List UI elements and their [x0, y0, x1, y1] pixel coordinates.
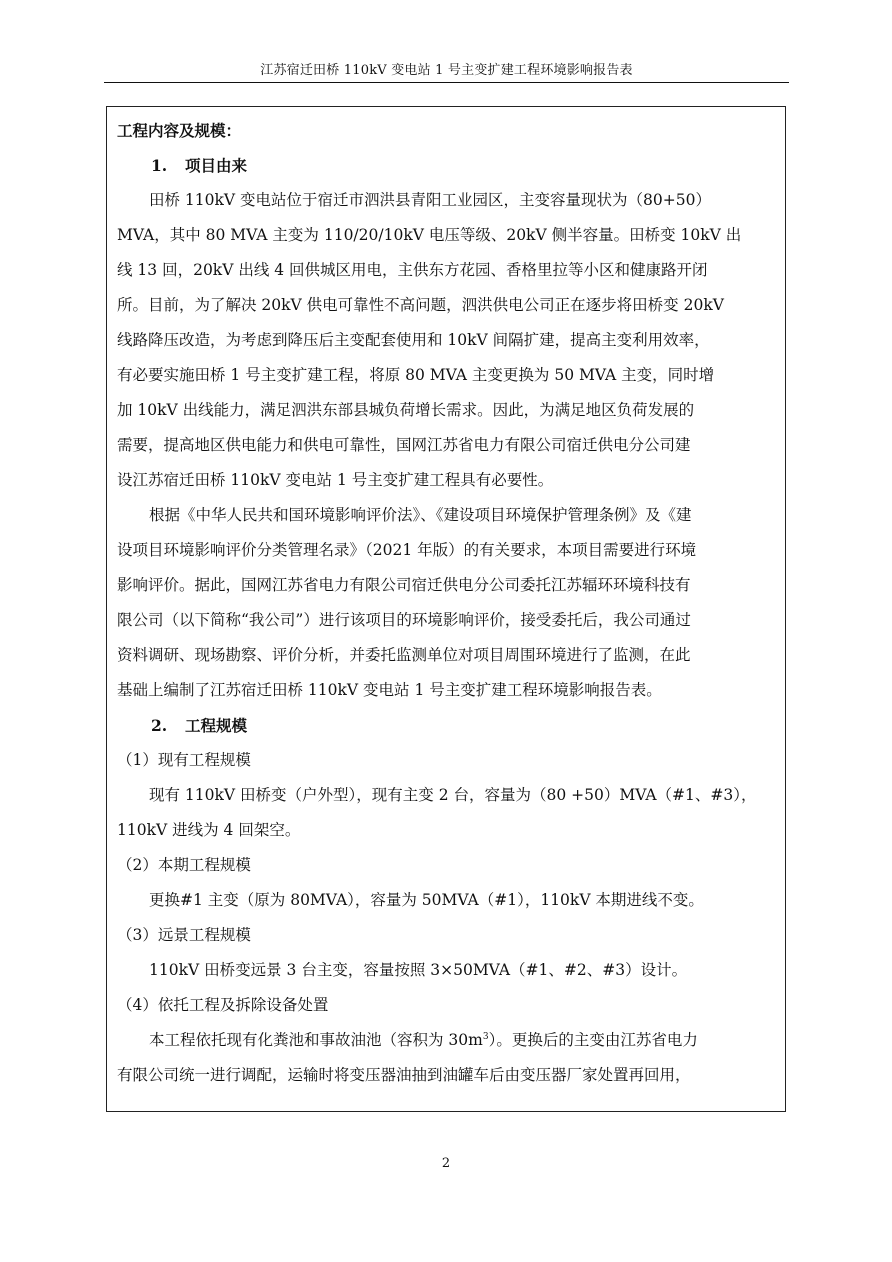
paragraph-line: 基础上编制了江苏宿迁田桥 110kV 变电站 1 号主变扩建工程环境影响报告表。 [117, 681, 662, 699]
paragraph-line: 线路降压改造，为考虑到降压后主变配套使用和 10kV 间隔扩建，提高主变利用效率， [117, 331, 710, 349]
paragraph-line: 资料调研、现场勘察、评价分析，并委托监测单位对项目周围环境进行了监测，在此 [117, 646, 691, 664]
superscript-three: 3 [482, 1031, 489, 1042]
paragraph-line: 设江苏宿迁田桥 110kV 变电站 1 号主变扩建工程具有必要性。 [117, 471, 554, 489]
page-header-title: 江苏宿迁田桥 110kV 变电站 1 号主变扩建工程环境影响报告表 [260, 63, 633, 78]
paragraph-line: 有必要实施田桥 1 号主变扩建工程，将原 80 MVA 主变更换为 50 MVA 主变，同时增 [117, 366, 715, 384]
paragraph-line: 设项目环境影响评价分类管理名录》（2021 年版）的有关要求，本项目需要进行环境 [117, 541, 697, 559]
paragraph-line: 所。目前，为了解决 20kV 供电可靠性不高问题，泗洪供电公司正在逐步将田桥变 20kV [117, 296, 724, 314]
subsection-number-2: 2. [151, 716, 168, 735]
existing-scale-line: 现有 110kV 田桥变（户外型），现有主变 2 台，容量为（80 +50）MVA（#1、#3）， [149, 786, 757, 804]
future-scale-label: （3）远景工程规模 [117, 926, 251, 944]
page-number: 2 [441, 1156, 451, 1171]
dependency-text-before: 本工程依托现有化粪池和事故油池（容积为 30m [149, 1031, 483, 1049]
paragraph-line: 根据《中华人民共和国环境影响评价法》、《建设项目环境保护管理条例》及《建 [149, 506, 692, 524]
paragraph-line: 需要，提高地区供电能力和供电可靠性，国网江苏省电力有限公司宿迁供电分公司建 [117, 436, 691, 454]
future-scale-text: 110kV 田桥变远景 3 台主变，容量按照 3×50MVA（#1、#2、#3）设计。 [149, 961, 688, 979]
paragraph-line: 影响评价。据此，国网江苏省电力有限公司宿迁供电分公司委托江苏辐环环境科技有 [117, 576, 691, 594]
subsection-number-1: 1. [151, 156, 168, 175]
dependency-line [117, 1023, 777, 1058]
paragraph-line: MVA，其中 80 MVA 主变为 110/20/10kV 电压等级、20kV 侧半容量。田桥变 10kV 出 [117, 226, 742, 244]
existing-scale-label: （1）现有工程规模 [117, 751, 251, 769]
dependency-label: （4）依托工程及拆除设备处置 [117, 996, 329, 1014]
current-scale-label: （2）本期工程规模 [117, 856, 251, 874]
subsection-title-2: 工程规模 [185, 716, 248, 735]
dependency-text-after: ）。更换后的主变由江苏省电力 [488, 1031, 698, 1049]
paragraph-background [117, 183, 777, 498]
content-box [106, 106, 786, 1112]
existing-scale-line: 110kV 进线为 4 回架空。 [117, 821, 301, 839]
paragraph-line: 加 10kV 出线能力，满足泗洪东部县城负荷增长需求。因此，为满足地区负荷发展的 [117, 401, 695, 419]
paragraph-line: 线 13 回，20kV 出线 4 回供城区用电，主供东方花园、香格里拉等小区和健康路开闭 [117, 261, 708, 279]
header-rule [104, 82, 789, 83]
dependency-line: 有限公司统一进行调配，运输时将变压器油抽到油罐车后由变压器厂家处置再回用， [117, 1066, 691, 1084]
subsection-heading-1 [117, 148, 777, 183]
section-title: 工程内容及规模： [117, 121, 242, 140]
paragraph-basis [117, 498, 777, 708]
paragraph-line: 田桥 110kV 变电站位于宿迁市泗洪县青阳工业园区，主变容量现状为（80+50） [149, 191, 711, 209]
paragraph-line: 限公司（以下简称“我公司”）进行该项目的环境影响评价，接受委托后，我公司通过 [117, 611, 691, 629]
subsection-heading-2 [117, 708, 777, 743]
subsection-title-1: 项目由来 [185, 156, 248, 175]
content-inner [117, 113, 777, 1093]
current-scale-text: 更换#1 主变（原为 80MVA），容量为 50MVA（#1），110kV 本期进线不变。 [149, 891, 704, 909]
